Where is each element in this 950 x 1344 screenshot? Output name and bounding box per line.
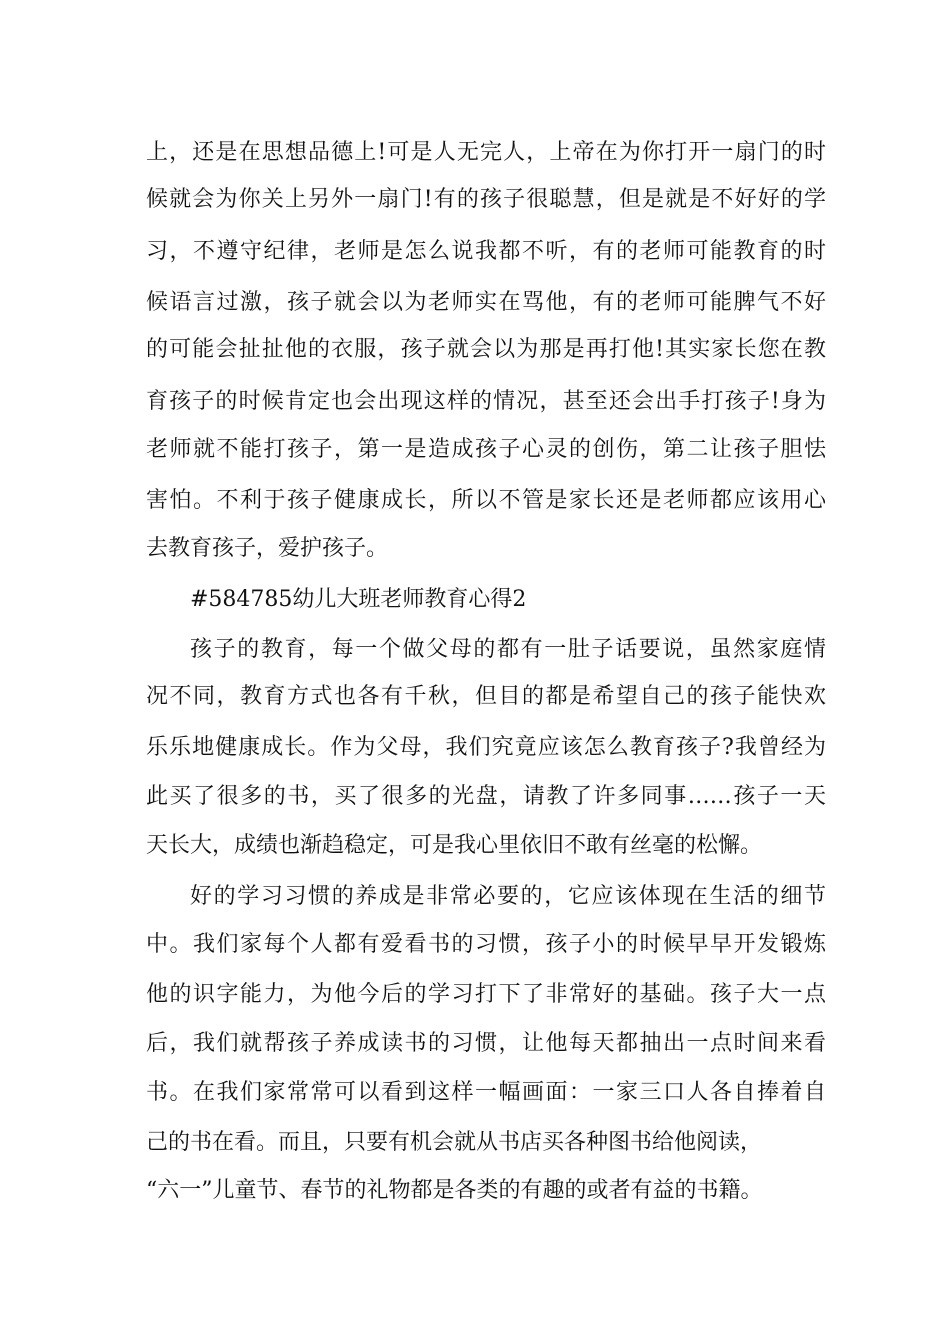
text-line: 老师就不能打孩子，第一是造成孩子心灵的创伤，第二让孩子胆怯 [146,437,826,462]
text-line: 乐乐地健康成长。作为父母，我们究竟应该怎么教育孩子?我曾经为 [146,735,826,760]
section-heading: #584785幼儿大班老师教育心得2 [190,587,527,612]
text-line: 况不同，教育方式也各有千秋，但目的都是希望自己的孩子能快欢 [146,684,826,709]
text-line: 书。在我们家常常可以看到这样一幅画面：一家三口人各自捧着自 [146,1080,826,1105]
text-line: 中。我们家每个人都有爱看书的习惯，孩子小的时候早早开发锻炼 [146,932,826,957]
text-line: 候语言过激，孩子就会以为老师实在骂他，有的老师可能脾气不好 [146,290,826,315]
text-line: 此买了很多的书，买了很多的光盘，请教了许多同事……孩子一天 [146,784,826,809]
text-line: 育孩子的时候肯定也会出现这样的情况，甚至还会出手打孩子!身为 [146,389,826,414]
text-line: “六一”儿童节、春节的礼物都是各类的有趣的或者有益的书籍。 [146,1178,763,1203]
text-line: 去教育孩子，爱护孩子。 [146,536,389,561]
text-line: 孩子的教育，每一个做父母的都有一肚子话要说，虽然家庭情 [190,637,826,662]
text-line: 害怕。不利于孩子健康成长，所以不管是家长还是老师都应该用心 [146,488,826,513]
text-line: 他的识字能力，为他今后的学习打下了非常好的基础。孩子大一点 [146,982,826,1007]
text-line: 习，不遵守纪律，老师是怎么说我都不听，有的老师可能教育的时 [146,239,826,264]
text-line: 己的书在看。而且，只要有机会就从书店买各种图书给他阅读， [146,1130,763,1155]
text-line: 天长大，成绩也渐趋稳定，可是我心里依旧不敢有丝毫的松懈。 [146,833,763,858]
text-line: 的可能会扯扯他的衣服，孩子就会以为那是再打他!其实家长您在教 [146,337,826,362]
text-line: 候就会为你关上另外一扇门!有的孩子很聪慧，但是就是不好好的学 [146,187,826,212]
text-line: 好的学习习惯的养成是非常必要的，它应该体现在生活的细节 [190,884,826,909]
text-line: 后，我们就帮孩子养成读书的习惯，让他每天都抽出一点时间来看 [146,1031,826,1056]
text-line: 上，还是在思想品德上!可是人无完人，上帝在为你打开一扇门的时 [146,140,826,165]
